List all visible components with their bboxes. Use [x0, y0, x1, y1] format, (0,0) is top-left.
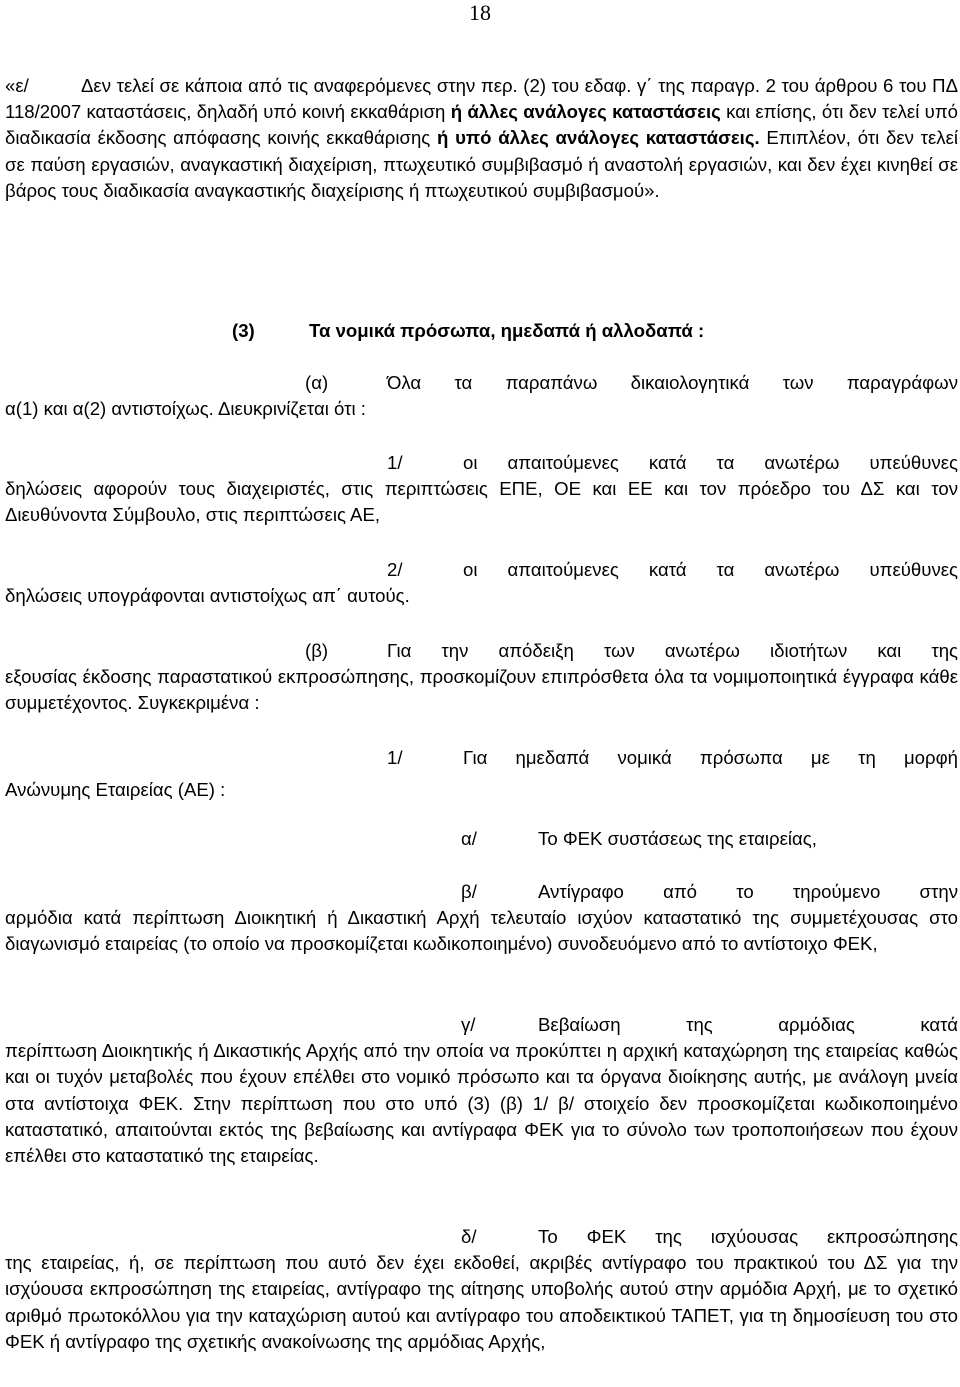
item-a1-label: 1/ — [387, 452, 403, 473]
intro-bold-1: ή άλλες ανάλογες καταστάσεις — [450, 101, 721, 123]
item-b — [5, 638, 958, 717]
item-delta — [5, 1224, 958, 1355]
item-alpha-text: Το ΦΕΚ συστάσεως της εταιρείας, — [538, 828, 817, 849]
item-a-label: (α) — [305, 372, 329, 393]
item-a2-rest: δηλώσεις υπογράφονται αντιστοίχως απ΄ αυτούς. — [5, 585, 410, 607]
item-beta-label: β/ — [461, 881, 477, 902]
item-delta-first-line: Το ΦΕΚ της ισχύουσας εκπροσώπησης — [538, 1226, 958, 1247]
intro-text-2: και επίσης, ότι δεν τελεί υπό διαδικασία έκδοσης απόφασης κοινής εκκαθάρισης — [5, 101, 958, 149]
item-a2-first-line: οι απαιτούμενες κατά τα ανωτέρω υπεύθυνες — [463, 559, 958, 580]
item-b1-rest: Ανώνυμης Εταιρείας (ΑΕ) : — [5, 779, 226, 801]
item-gamma-label: γ/ — [461, 1014, 476, 1035]
item-b1-first-line: Για ημεδαπά νομικά πρόσωπα με τη μορφή — [463, 747, 958, 768]
section-title: Τα νομικά πρόσωπα, ημεδαπά ή αλλοδαπά : — [309, 320, 705, 341]
item-b-label: (β) — [305, 640, 329, 661]
item-gamma — [5, 1012, 958, 1169]
item-a — [5, 370, 958, 422]
item-delta-label: δ/ — [461, 1226, 477, 1247]
item-a1 — [5, 450, 958, 529]
intro-paragraph — [5, 73, 958, 204]
item-a1-first-line: οι απαιτούμενες κατά τα ανωτέρω υπεύθυνες — [463, 452, 958, 473]
item-a2 — [5, 557, 958, 609]
item-a-rest: α(1) και α(2) αντιστοίχως. Διευκρινίζεται ότι : — [5, 398, 366, 420]
item-a-first-line: Όλα τα παραπάνω δικαιολογητικά των παραγράφων — [387, 372, 958, 393]
item-b1 — [5, 745, 958, 803]
item-a2-label: 2/ — [387, 559, 403, 580]
item-a1-rest: δηλώσεις αφορούν τους διαχειριστές, στις περιπτώσεις ΕΠΕ, ΟΕ και ΕΕ και τον πρόεδρο του ΔΣ και τον Διευθύνοντα Σύμβουλο, στις περιπτώσεις ΑΕ, — [5, 478, 958, 526]
intro-text-1: Δεν τελεί σε κάποια από τις αναφερόμενες στην περ. (2) του εδαφ. γ΄ της παραγρ. 2 του άρθρου 6 του ΠΔ 118/2007 καταστάσεις, δηλαδή υπό κοινή εκκαθάριση — [5, 75, 958, 123]
intro-text-3: Επιπλέον, ότι δεν τελεί σε παύση εργασιών, αναγκαστική διαχείριση, πτωχευτικό συμβιβασμό ή αναστολή εργασιών, και δεν έχει κινηθεί σε βάρος τους διαδικασία αναγκαστικής διαχείρισης ή πτωχευτικού συμβιβασμού». — [5, 127, 958, 201]
item-gamma-rest: περίπτωση Διοικητικής ή Δικαστικής Αρχής από την οποία να προκύπτει η αρχική καταχώρηση της εταιρείας καθώς και οι τυχόν μεταβολές που έχουν επέλθει στο νομικό πρόσωπο και τα όργανα διοίκησης αυτής, με ανάλογη μνεία στα αντίστοιχα ΦΕΚ. Στην περίπτωση που στο υπό (3) (β) 1/ β/ στοιχείο δεν προσκομίζεται κωδικοποιημένο καταστατικό, απαιτούνται εκτός της βεβαίωσης και αντίγραφα ΦΕΚ για το σύνολο των τροποποιήσεων που έχουν επέλθει στο καταστατικό της εταιρείας. — [5, 1040, 958, 1167]
item-gamma-first-line: Βεβαίωση της αρμόδιας κατά — [538, 1014, 958, 1035]
item-beta-rest: αρμόδια κατά περίπτωση Διοικητική ή Δικαστική Αρχή τελευταίο ισχύον καταστατικό της συμμετέχουσας στο διαγωνισμό εταιρείας (το οποίο να προσκομίζεται κωδικοποιημένο) συνοδευόμενο από το αντίστοιχο ΦΕΚ, — [5, 907, 958, 955]
item-b-rest: εξουσίας έκδοσης παραστατικού εκπροσώπησης, προσκομίζουν επιπρόσθετα όλα τα νομιμοποιητικά έγγραφα κάθε συμμετέχοντος. Συγκεκριμένα : — [5, 666, 958, 714]
item-delta-rest: της εταιρείας, ή, σε περίπτωση που αυτό δεν έχει εκδοθεί, ακριβές αντίγραφο του πρακτικού του ΔΣ για την ισχύουσα εκπροσώπηση της εταιρείας, αντίγραφο της αίτησης υποβολής αυτού στην αρμόδια Αρχή, με το σχετικό αριθμό πρωτοκόλλου για την καταχώριση αυτού και αντίγραφο του αποδεικτικού ΤΑΠΕΤ, για τη δημοσίευση του στο ΦΕΚ ή αντίγραφο της σχετικής ανακοίνωσης της αρμόδιας Αρχής, — [5, 1252, 958, 1352]
item-beta — [5, 879, 958, 958]
page-number: 18 — [469, 0, 491, 25]
section-heading — [232, 318, 704, 344]
item-b1-label: 1/ — [387, 747, 403, 768]
section-number: (3) — [232, 320, 255, 341]
item-alpha — [5, 826, 958, 852]
item-alpha-label: α/ — [461, 828, 477, 849]
item-b-first-line: Για την απόδειξη των ανωτέρω ιδιοτήτων και της — [387, 640, 958, 661]
intro-bold-2: ή υπό άλλες ανάλογες καταστάσεις. — [436, 127, 760, 149]
quote-open: «ε/ — [5, 75, 29, 96]
item-beta-first-line: Αντίγραφο από το τηρούμενο στην — [538, 881, 958, 902]
